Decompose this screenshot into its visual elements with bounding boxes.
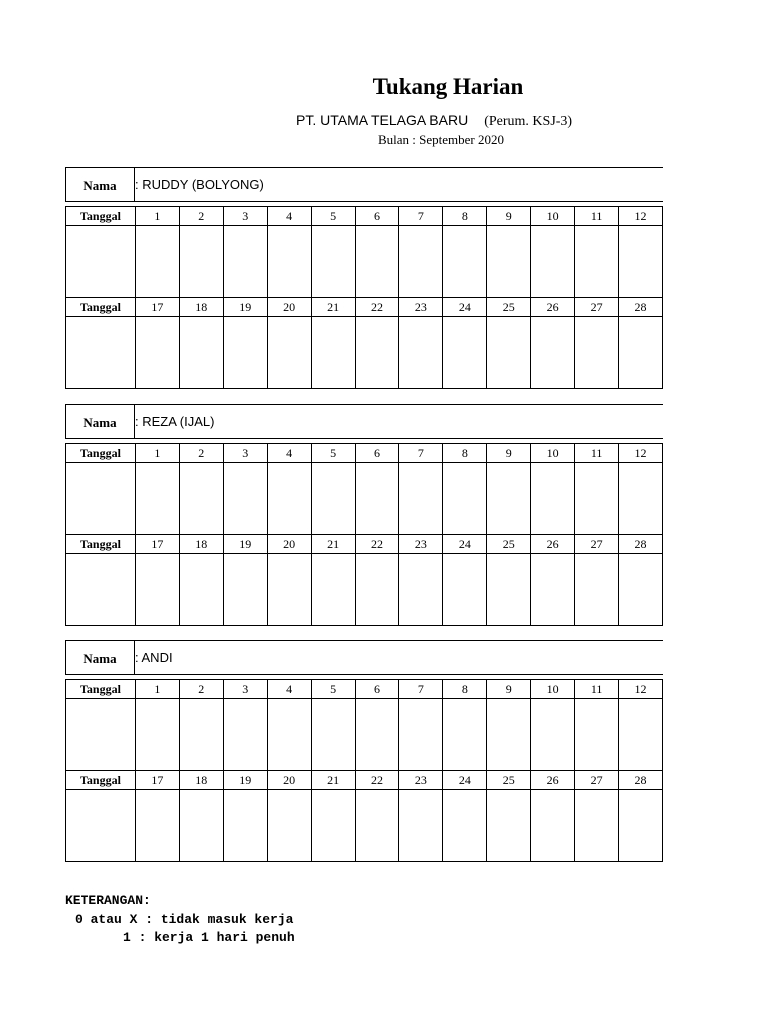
attendance-cell xyxy=(443,226,487,298)
attendance-cell xyxy=(487,463,531,535)
date-cell: 8 xyxy=(443,680,487,699)
date-label: Tanggal xyxy=(66,207,136,226)
date-cell: 21 xyxy=(311,298,355,317)
date-cell: 5 xyxy=(311,207,355,226)
row-label-blank xyxy=(66,317,136,389)
attendance-cell xyxy=(531,699,575,771)
date-cell: 9 xyxy=(487,444,531,463)
attendance-row xyxy=(66,226,663,298)
attendance-cell xyxy=(311,463,355,535)
attendance-cell xyxy=(399,463,443,535)
date-cell: 7 xyxy=(399,680,443,699)
attendance-cell xyxy=(575,699,619,771)
date-cell: 21 xyxy=(311,535,355,554)
date-label: Tanggal xyxy=(66,680,136,699)
date-label: Tanggal xyxy=(66,444,136,463)
attendance-cell xyxy=(179,699,223,771)
date-cell: 9 xyxy=(487,680,531,699)
date-cell: 26 xyxy=(531,298,575,317)
date-cell: 20 xyxy=(267,298,311,317)
date-cell: 18 xyxy=(179,771,223,790)
date-cell: 11 xyxy=(575,444,619,463)
date-cell: 11 xyxy=(575,680,619,699)
attendance-cell xyxy=(135,226,179,298)
attendance-grid xyxy=(65,443,663,626)
date-cell: 24 xyxy=(443,298,487,317)
attendance-cell xyxy=(355,554,399,626)
attendance-cell xyxy=(619,317,663,389)
attendance-cell xyxy=(575,317,619,389)
date-label: Tanggal xyxy=(66,298,136,317)
date-cell: 6 xyxy=(355,680,399,699)
date-cell: 18 xyxy=(179,535,223,554)
attendance-cell xyxy=(311,554,355,626)
attendance-cell xyxy=(531,790,575,862)
attendance-cell xyxy=(487,317,531,389)
date-cell: 11 xyxy=(575,207,619,226)
attendance-cell xyxy=(443,463,487,535)
attendance-cell xyxy=(619,790,663,862)
legend-line-absent: 0 atau X : tidak masuk kerja xyxy=(75,912,294,927)
attendance-cell xyxy=(311,317,355,389)
attendance-grid xyxy=(65,679,663,862)
date-cell: 25 xyxy=(487,298,531,317)
row-label-blank xyxy=(66,463,136,535)
attendance-cell xyxy=(223,790,267,862)
date-cell: 19 xyxy=(223,298,267,317)
attendance-cell xyxy=(575,554,619,626)
attendance-cell xyxy=(179,463,223,535)
date-cell: 23 xyxy=(399,771,443,790)
attendance-cell xyxy=(443,554,487,626)
date-row xyxy=(66,535,663,554)
date-cell: 23 xyxy=(399,298,443,317)
date-row xyxy=(66,771,663,790)
date-cell: 28 xyxy=(619,535,663,554)
attendance-cell xyxy=(619,463,663,535)
date-cell: 1 xyxy=(135,207,179,226)
date-cell: 27 xyxy=(575,535,619,554)
attendance-cell xyxy=(355,226,399,298)
attendance-cell xyxy=(223,226,267,298)
date-cell: 24 xyxy=(443,535,487,554)
company-name: PT. UTAMA TELAGA BARU xyxy=(296,112,469,128)
date-cell: 26 xyxy=(531,771,575,790)
attendance-cell xyxy=(179,554,223,626)
attendance-row xyxy=(66,463,663,535)
attendance-cell xyxy=(443,317,487,389)
date-cell: 17 xyxy=(135,771,179,790)
date-cell: 25 xyxy=(487,771,531,790)
attendance-cell xyxy=(355,317,399,389)
month-line: Bulan : September 2020 xyxy=(378,132,505,147)
attendance-cell xyxy=(311,790,355,862)
company-line xyxy=(296,112,572,130)
date-cell: 19 xyxy=(223,535,267,554)
date-cell: 24 xyxy=(443,771,487,790)
attendance-cell xyxy=(399,699,443,771)
date-cell: 18 xyxy=(179,298,223,317)
attendance-cell xyxy=(223,699,267,771)
attendance-cell xyxy=(135,554,179,626)
attendance-cell xyxy=(531,463,575,535)
date-cell: 22 xyxy=(355,298,399,317)
date-cell: 7 xyxy=(399,444,443,463)
date-cell: 8 xyxy=(443,207,487,226)
attendance-cell xyxy=(135,699,179,771)
attendance-cell xyxy=(223,317,267,389)
date-cell: 20 xyxy=(267,535,311,554)
row-label-blank xyxy=(66,226,136,298)
date-cell: 4 xyxy=(267,680,311,699)
date-cell: 3 xyxy=(223,680,267,699)
attendance-cell xyxy=(355,699,399,771)
row-label-blank xyxy=(66,554,136,626)
attendance-cell xyxy=(179,317,223,389)
name-row xyxy=(65,404,663,439)
attendance-row xyxy=(66,317,663,389)
date-cell: 22 xyxy=(355,771,399,790)
date-cell: 12 xyxy=(619,207,663,226)
attendance-cell xyxy=(619,226,663,298)
worker-name: : RUDDY (BOLYONG) xyxy=(135,177,264,192)
attendance-cell xyxy=(311,226,355,298)
attendance-cell xyxy=(267,317,311,389)
attendance-cell xyxy=(267,226,311,298)
date-cell: 3 xyxy=(223,207,267,226)
name-label: Nama xyxy=(83,651,117,666)
attendance-cell xyxy=(223,463,267,535)
attendance-cell xyxy=(531,226,575,298)
attendance-cell xyxy=(355,790,399,862)
attendance-cell xyxy=(223,554,267,626)
date-cell: 9 xyxy=(487,207,531,226)
worker-name: : ANDI xyxy=(135,650,173,665)
attendance-cell xyxy=(531,317,575,389)
date-cell: 2 xyxy=(179,444,223,463)
name-label: Nama xyxy=(83,178,117,193)
date-cell: 12 xyxy=(619,444,663,463)
attendance-cell xyxy=(135,317,179,389)
attendance-cell xyxy=(487,554,531,626)
date-cell: 7 xyxy=(399,207,443,226)
attendance-cell xyxy=(443,699,487,771)
date-row xyxy=(66,298,663,317)
attendance-cell xyxy=(311,699,355,771)
date-cell: 28 xyxy=(619,298,663,317)
date-cell: 19 xyxy=(223,771,267,790)
date-cell: 21 xyxy=(311,771,355,790)
attendance-cell xyxy=(267,790,311,862)
name-row xyxy=(65,640,663,675)
date-cell: 10 xyxy=(531,680,575,699)
date-cell: 28 xyxy=(619,771,663,790)
project-name: (Perum. KSJ-3) xyxy=(484,114,573,129)
page-title: Tukang Harian xyxy=(372,74,524,99)
date-cell: 23 xyxy=(399,535,443,554)
attendance-cell xyxy=(487,790,531,862)
legend-line-fullday: 1 : kerja 1 hari penuh xyxy=(123,930,295,945)
date-cell: 26 xyxy=(531,535,575,554)
attendance-cell xyxy=(179,226,223,298)
date-cell: 27 xyxy=(575,298,619,317)
legend-title: KETERANGAN: xyxy=(65,893,151,908)
date-cell: 6 xyxy=(355,207,399,226)
attendance-cell xyxy=(399,790,443,862)
attendance-cell xyxy=(267,699,311,771)
date-label: Tanggal xyxy=(66,771,136,790)
date-cell: 10 xyxy=(531,444,575,463)
date-cell: 17 xyxy=(135,298,179,317)
date-cell: 12 xyxy=(619,680,663,699)
attendance-cell xyxy=(487,226,531,298)
name-row xyxy=(65,167,663,202)
date-cell: 22 xyxy=(355,535,399,554)
attendance-grid xyxy=(65,206,663,389)
attendance-cell xyxy=(443,790,487,862)
attendance-cell xyxy=(135,463,179,535)
date-cell: 17 xyxy=(135,535,179,554)
attendance-cell xyxy=(179,790,223,862)
attendance-row xyxy=(66,554,663,626)
attendance-cell xyxy=(399,317,443,389)
row-label-blank xyxy=(66,790,136,862)
date-cell: 5 xyxy=(311,680,355,699)
attendance-row xyxy=(66,790,663,862)
row-label-blank xyxy=(66,699,136,771)
date-cell: 2 xyxy=(179,207,223,226)
date-cell: 10 xyxy=(531,207,575,226)
attendance-cell xyxy=(355,463,399,535)
attendance-cell xyxy=(619,554,663,626)
attendance-row xyxy=(66,699,663,771)
attendance-cell xyxy=(267,463,311,535)
date-cell: 1 xyxy=(135,680,179,699)
attendance-cell xyxy=(619,699,663,771)
name-label: Nama xyxy=(83,415,117,430)
worker-name: : REZA (IJAL) xyxy=(135,414,215,429)
attendance-cell xyxy=(135,790,179,862)
date-row xyxy=(66,680,663,699)
attendance-cell xyxy=(575,226,619,298)
attendance-cell xyxy=(399,226,443,298)
date-cell: 1 xyxy=(135,444,179,463)
attendance-cell xyxy=(575,790,619,862)
legend xyxy=(65,893,295,945)
date-cell: 5 xyxy=(311,444,355,463)
date-label: Tanggal xyxy=(66,535,136,554)
date-cell: 6 xyxy=(355,444,399,463)
date-cell: 3 xyxy=(223,444,267,463)
date-cell: 8 xyxy=(443,444,487,463)
attendance-cell xyxy=(531,554,575,626)
date-row xyxy=(66,207,663,226)
attendance-cell xyxy=(267,554,311,626)
date-cell: 4 xyxy=(267,444,311,463)
attendance-cell xyxy=(575,463,619,535)
date-row xyxy=(66,444,663,463)
date-cell: 2 xyxy=(179,680,223,699)
attendance-cell xyxy=(487,699,531,771)
date-cell: 4 xyxy=(267,207,311,226)
date-cell: 20 xyxy=(267,771,311,790)
date-cell: 27 xyxy=(575,771,619,790)
date-cell: 25 xyxy=(487,535,531,554)
attendance-cell xyxy=(399,554,443,626)
